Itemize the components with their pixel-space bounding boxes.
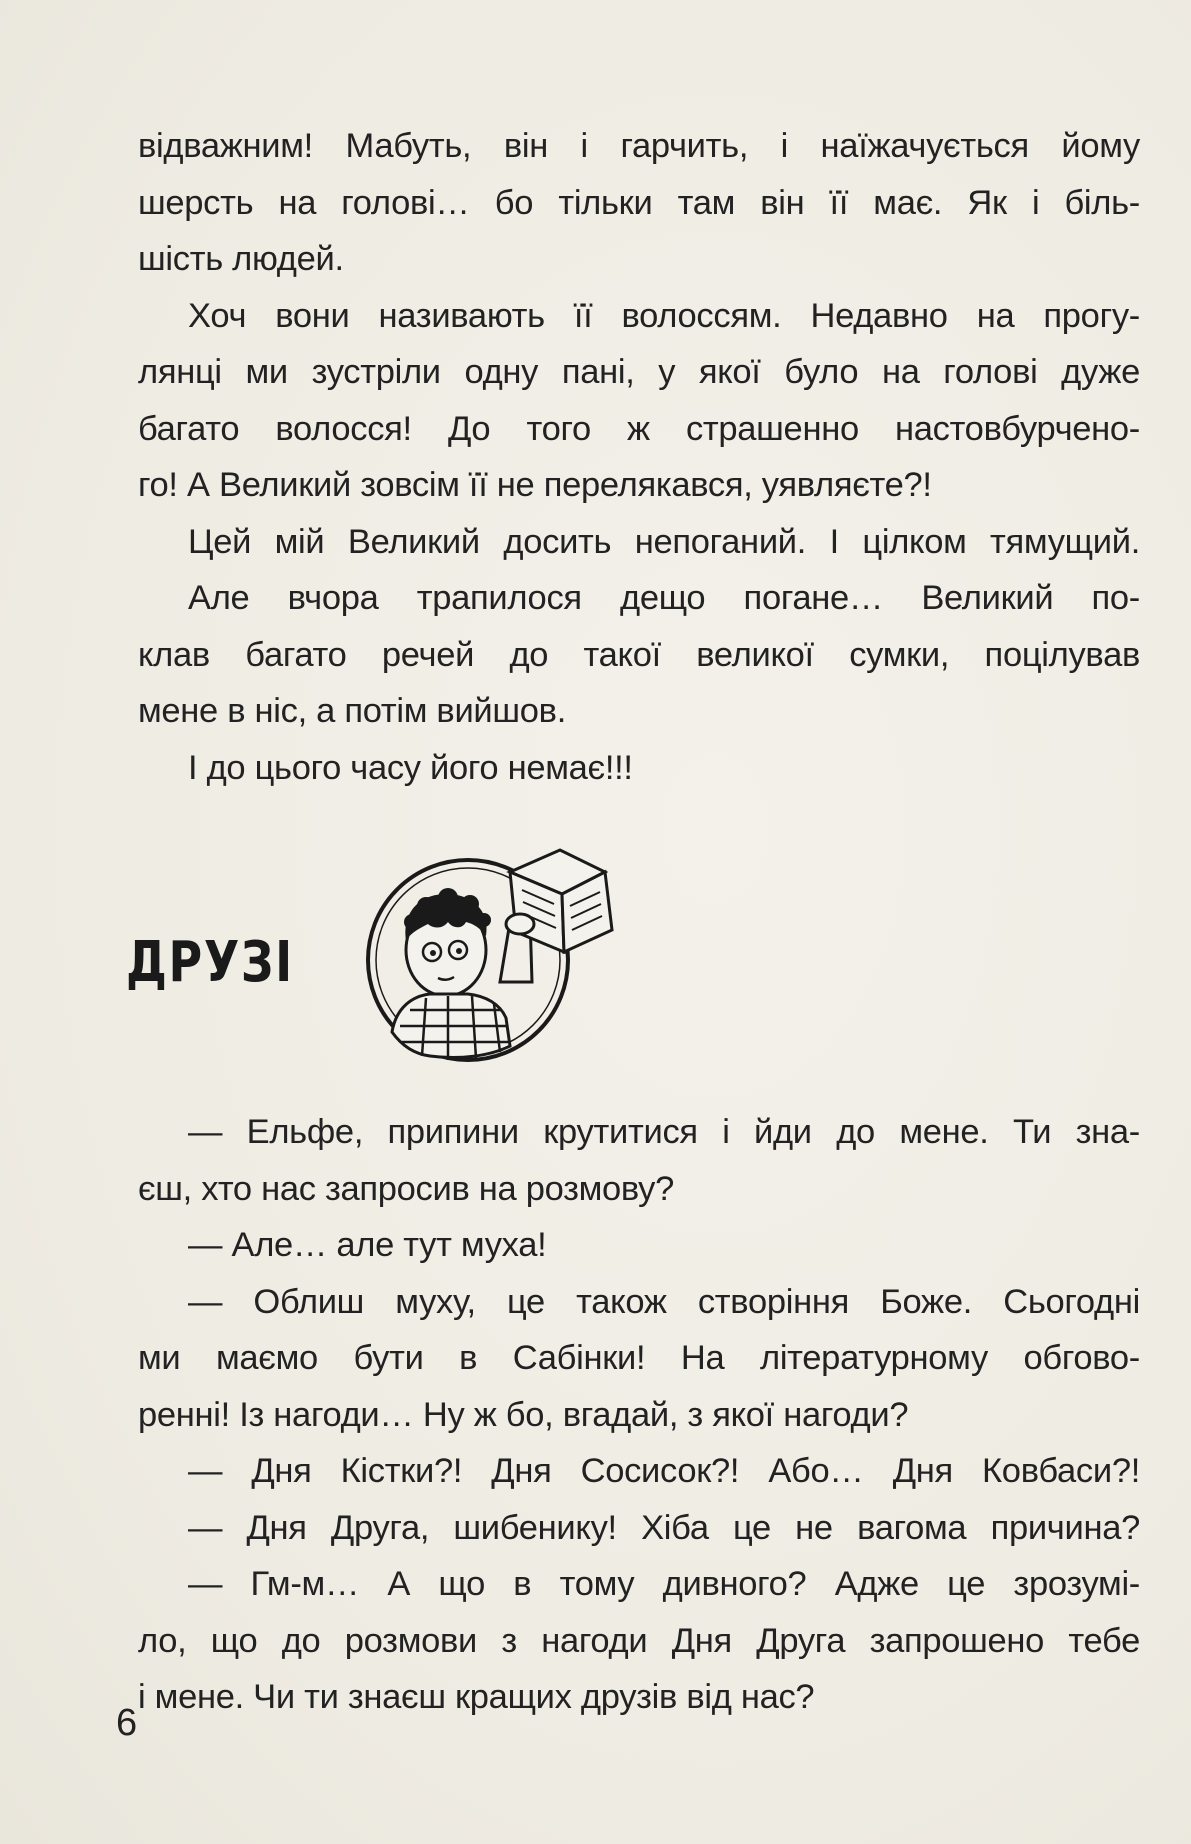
text-line: — Ельфе, припини крутитися і йди до мене. Ти зна- xyxy=(188,1113,1140,1151)
dialogue-line-6-cont xyxy=(138,1613,1140,1726)
boy-reading-book-icon xyxy=(350,832,650,1072)
dialogue-line-3-cont xyxy=(138,1330,1140,1443)
paragraph-2 xyxy=(138,288,1140,345)
paragraph-2-cont xyxy=(138,344,1140,514)
text-line: — Дня Друга, шибенику! Хіба це не вагома причина? xyxy=(188,1508,1140,1547)
dialogue-line-1 xyxy=(138,1104,1140,1161)
text-line: і мене. Чи ти знаєш кращих друзів від нас? xyxy=(138,1678,815,1716)
text-line: мене в ніс, а потім вийшов. xyxy=(138,692,566,730)
text-line: шість людей. xyxy=(138,240,344,278)
text-line: ренні! Із нагоди… Ну ж бо, вгадай, з якої нагоди? xyxy=(138,1395,909,1434)
text-line: — Дня Кістки?! Дня Сосисок?! Або… Дня Ковбаси?! xyxy=(188,1452,1140,1490)
text-line: ло, що до розмови з нагоди Дня Друга запрошено тебе xyxy=(138,1621,1140,1660)
dialogue-line-4 xyxy=(138,1443,1140,1500)
dialogue-line-5 xyxy=(138,1500,1140,1557)
text-line: багато волосся! До того ж страшенно настовбурчено- xyxy=(138,409,1140,448)
paragraph-1 xyxy=(138,118,1140,288)
text-line: — Але… але тут муха! xyxy=(188,1226,547,1264)
text-line: — Гм-м… А що в тому дивного? Адже це зрозумі- xyxy=(188,1565,1140,1603)
text-line: Хоч вони називають її волоссям. Недавно на прогу- xyxy=(188,296,1140,335)
page-number: 6 xyxy=(116,1702,138,1744)
paragraph-3 xyxy=(138,514,1140,571)
section-heading: ДРУЗІ xyxy=(126,930,294,995)
text-line: — Облиш муху, це також створіння Боже. Сьогодні xyxy=(188,1282,1140,1321)
dialogue-line-1-cont xyxy=(138,1161,1140,1218)
paragraph-4 xyxy=(138,570,1140,627)
text-line: лянці ми зустріли одну пані, у якої було на голові дуже xyxy=(138,353,1140,391)
text-line: Цей мій Великий досить непоганий. І цілком тямущий. xyxy=(188,522,1140,561)
dialogue-block xyxy=(138,1104,1140,1726)
text-line: го! А Великий зовсім її не перелякався, уявляєте?! xyxy=(138,466,932,504)
paragraph-4-cont xyxy=(138,627,1140,740)
dialogue-line-2 xyxy=(138,1217,1140,1274)
text-line: єш, хто нас запросив на розмову? xyxy=(138,1169,675,1208)
dialogue-line-3 xyxy=(138,1274,1140,1331)
text-line: ми маємо бути в Сабінки! На літературному обгово- xyxy=(138,1339,1140,1377)
text-line: Але вчора трапилося дещо погане… Великий по- xyxy=(188,579,1140,617)
top-text-block xyxy=(138,118,1140,796)
text-line: І до цього часу його немає!!! xyxy=(188,748,633,787)
paragraph-5 xyxy=(138,740,1140,797)
text-line: клав багато речей до такої великої сумки, поцілував xyxy=(138,635,1140,674)
dialogue-line-6 xyxy=(138,1556,1140,1613)
text-line: відважним! Мабуть, він і гарчить, і наїжачується йому xyxy=(138,127,1140,165)
text-line: шерсть на голові… бо тільки там він її має. Як і біль- xyxy=(138,183,1140,222)
